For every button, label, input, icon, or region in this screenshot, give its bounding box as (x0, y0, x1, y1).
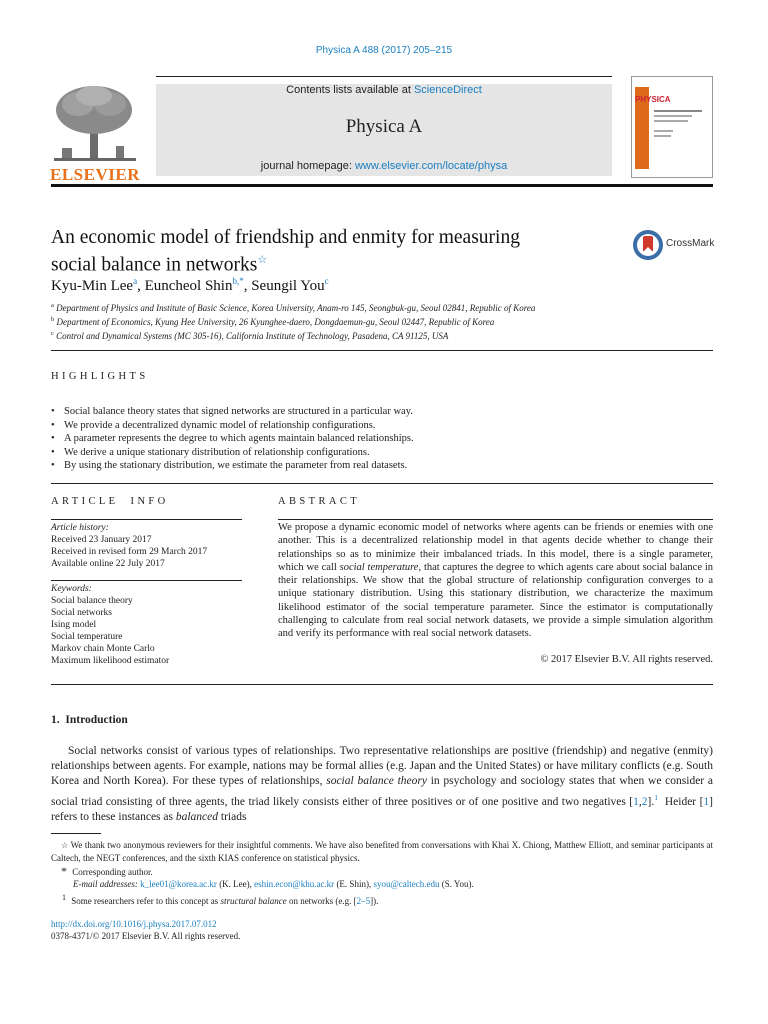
intro-paragraph: Social networks consist of various types of relationships. Two representative relationships are positive (friendship) and negative (enmity) relationships between agents. For example, nations may be formal allies (e.g. Japan and the United States) or have military conflicts (e.g. South Korea and North Korea). For these types of relationships, social balance theory in psychology and sociology states that when we consider a social triad consisting of three agents, the triad likely consists either of three positives or of one positive and two negatives [1,2].$^1$ Heider [1] refers to these instances as balanced triads (51, 745, 713, 823)
keyword-item: Social networks (51, 608, 112, 618)
author-list: Kyu-Min Lee$^a$, Euncheol Shin$^{b,*}$, Seungil You$^c$ (51, 276, 329, 294)
journal-cover (631, 76, 713, 178)
citation-link[interactable]: 1 (703, 795, 710, 808)
cover-title: PHYSICA (635, 95, 671, 104)
keywords-block (51, 583, 246, 667)
highlight-item: • We provide a decentralized dynamic model of relationship configurations. (51, 419, 711, 433)
article-info-heading: ARTICLE INFO (51, 496, 169, 507)
email-link[interactable]: k_lee01@korea.ac.kr (140, 879, 217, 889)
footnote-acknowledgement: ☆ We thank two anonymous reviewers for their insightful comments. We have also benefited from conversations with Khai X. Chiong, Matthew Elliott, and seminar participants at Caltech, the NEGT conferences, and the sixth KIAS conference on statistical physics. (51, 840, 714, 864)
email-link[interactable]: eshin.econ@khu.ac.kr (254, 879, 335, 889)
keyword-item: Markov chain Monte Carlo (51, 644, 155, 654)
article-history (51, 522, 246, 570)
author-affiliation-mark[interactable]: a (133, 276, 138, 286)
highlight-item: • Social balance theory states that signed networks are structured in a particular way. (51, 405, 711, 419)
highlight-item: • We derive a unique stationary distribution of relationship configurations. (51, 446, 711, 460)
affiliation-item: $^b$ Department of Economics, Kyung Hee University, 26 Kyunghee-daero, Dongdaemun-gu, Seoul 02447, Republic of Korea (51, 316, 495, 328)
contents-line (156, 84, 612, 96)
footnote-rule (51, 833, 101, 834)
affiliation-item: $^c$ Control and Dynamical Systems (MC 305-16), California Institute of Technology, Pasadena, CA 91125, USA (51, 330, 449, 342)
doi-link[interactable]: http://dx.doi.org/10.1016/j.physa.2017.07.012 (51, 919, 217, 929)
author-affiliation-mark[interactable]: c (324, 276, 329, 286)
elsevier-wordmark: ELSEVIER (50, 165, 140, 184)
footnote-emails: E-mail addresses: k_lee01@korea.ac.kr (K. Lee), eshin.econ@khu.ac.kr (E. Shin), syou@caltech.edu (S. You). (73, 879, 474, 889)
keywords-label: Keywords: (51, 584, 92, 594)
highlight-item: • A parameter represents the degree to which agents maintain balanced relationships. (51, 432, 711, 446)
journal-homepage-link[interactable]: www.elsevier.com/locate/physa (354, 160, 508, 172)
footnote-link[interactable]: 1 (654, 792, 658, 802)
homepage-prefix: journal homepage: (260, 160, 352, 172)
citation-link[interactable]: 2 (641, 795, 648, 808)
journal-name: Physica A (345, 116, 423, 137)
keyword-item: Maximum likelihood estimator (51, 656, 170, 666)
title-line-2: social balance in networks (51, 254, 258, 276)
crossmark-badge[interactable] (632, 229, 716, 261)
cover-lines (654, 107, 702, 140)
abstract-text: We propose a dynamic economic model of networks where agents can be friends or enemies with one another. This is a decentralized relationship model in that agents decide whether to change their relationships so as to minimize their imbalanced triads. In this model, there is a single parameter, which we call social temperature, that captures the degree to which agents care about social balance in their relationships. We show that the global structure of relationship configuration converges to a unique stationary distribution. Using this stationary distribution, we characterize the maximum likelihood estimator of the social temperature parameter. Since the estimator is computationally challenging to calculate from real social network datasets, we provide a simple simulation algorithm and verify its performance with real social network datasets. (278, 522, 713, 640)
citation-link[interactable]: 1 (633, 795, 639, 808)
history-item: Received in revised form 29 March 2017 (51, 547, 208, 557)
history-item: Received 23 January 2017 (51, 535, 152, 545)
author-affiliation-mark[interactable]: b,* (232, 276, 244, 286)
elsevier-logo (50, 82, 140, 184)
author-name: Kyu-Min Lee (51, 278, 134, 294)
elsevier-tree-icon (50, 82, 140, 162)
section-rule (51, 350, 713, 351)
homepage-line (156, 160, 612, 172)
footnote-1: $^1$ Some researchers refer to this concept as structural balance on networks (e.g. [2–5]). (62, 893, 379, 906)
section-rule (51, 684, 713, 685)
footnote-corresponding: * Corresponding author. (61, 864, 153, 878)
banner-top-rule (156, 76, 612, 77)
journal-citation[interactable]: Physica A 488 (2017) 205–215 (315, 45, 453, 56)
banner-bottom-rule (51, 184, 713, 187)
highlight-item: • By using the stationary distribution, we estimate the parameter from real datasets. (51, 459, 711, 473)
title-footnote-mark[interactable]: ☆ (257, 254, 268, 266)
highlights-heading: HIGHLIGHTS (51, 371, 149, 382)
highlights-list (51, 405, 711, 473)
article-info-rule (51, 519, 242, 520)
history-label: Article history: (51, 523, 109, 533)
citation-link[interactable]: 2–5 (356, 896, 371, 906)
footnote-star-mark: ☆ (61, 841, 69, 850)
abstract-rule (278, 519, 713, 520)
crossmark-icon (632, 229, 664, 261)
issn-copyright: 0378-4371/© 2017 Elsevier B.V. All rights reserved. (51, 931, 241, 941)
keyword-item: Ising model (51, 620, 97, 630)
section-rule (51, 483, 713, 484)
keyword-item: Social balance theory (51, 596, 133, 606)
email-link[interactable]: syou@caltech.edu (373, 879, 440, 889)
abstract-heading: ABSTRACT (278, 496, 361, 507)
journal-banner (156, 84, 612, 176)
affiliation-item: $^a$ Department of Physics and Institute of Basic Science, Korea University, Anam-ro 145, Seongbuk-gu, Seoul 02841, Republic of Korea (51, 302, 536, 313)
abstract-copyright: © 2017 Elsevier B.V. All rights reserved. (540, 654, 713, 665)
author-name: Seungil You (251, 278, 325, 294)
affiliations (51, 300, 731, 343)
contents-prefix: Contents lists available at (286, 84, 411, 96)
keyword-item: Social temperature (51, 632, 123, 642)
sciencedirect-link[interactable]: ScienceDirect (413, 84, 482, 96)
author-name: Euncheol Shin (144, 278, 233, 294)
intro-heading: 1. Introduction (51, 714, 128, 726)
article-title (51, 226, 621, 277)
crossmark-label: CrossMark (666, 238, 715, 249)
title-line-1: An economic model of friendship and enmity for measuring (51, 227, 520, 248)
keywords-rule (51, 580, 242, 581)
history-item: Available online 22 July 2017 (51, 559, 165, 569)
